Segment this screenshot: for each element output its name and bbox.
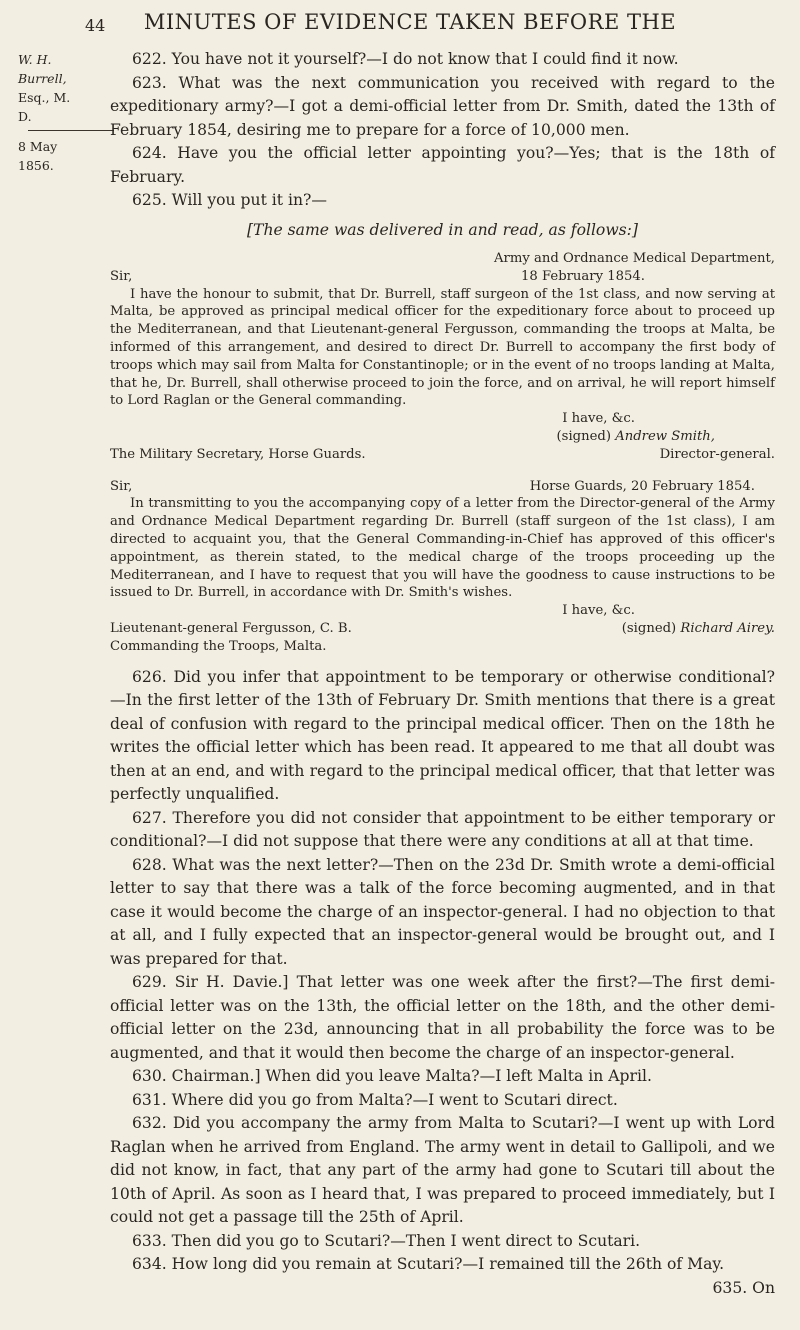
letter1-date: 18 February 1854. — [520, 268, 645, 284]
question-627: 627. Therefore you did not consider that appointment to be either temporary or conditional?—I did not suppose that there were any conditions at all at that time. — [110, 808, 775, 851]
letter1-signer: Andrew Smith, — [615, 428, 715, 444]
question-634: 634. How long did you remain at Scutari?—I remained till the 26th of May. — [132, 1255, 725, 1274]
letter2-salutation: Sir, — [110, 478, 133, 494]
letter2-signed: (signed) — [621, 620, 677, 636]
letter-horse-guards — [110, 478, 775, 656]
letter1-salutation: Sir, — [110, 268, 133, 284]
letter2-addressee-line2: Commanding the Troops, Malta. — [110, 638, 327, 654]
question-633: 633. Then did you go to Scutari?—Then I went direct to Scutari. — [132, 1231, 641, 1250]
letter2-date: Horse Guards, 20 February 1854. — [529, 478, 755, 494]
margin-witness-degree: Esq., M. D. — [18, 90, 71, 124]
catchword: 635. On — [712, 1278, 775, 1297]
question-622: 622. You have not it yourself?—I do not know that I could find it now. — [132, 50, 679, 68]
letter-director-general — [110, 250, 775, 464]
running-title: MINUTES OF EVIDENCE TAKEN BEFORE THE — [143, 10, 677, 34]
question-623: 623. What was the next communication you received with regard to the expeditionary army?—I got a demi-official letter from Dr. Smith, dated the 13th of February 1854, desiring me to prepare for a force of 10,000 men. — [110, 73, 775, 139]
question-625: 625. Will you put it in?— — [132, 191, 327, 209]
question-632: 632. Did you accompany the army from Malta to Scutari?—I went up with Lord Raglan when he arrived from England. The army went in detail to Gallipoli, and we did not know, in fact, that any part of the army had gone to Scutari till about the 10th of April. As soon as I heard that, I was prepared to proceed immediately, but I could not get a passage till the 25th of April. — [110, 1114, 775, 1227]
letter1-body: I have the honour to submit, that Dr. Burrell, staff surgeon of the 1st class, and now serving at Malta, be approved as principal medical officer for the expeditionary force about to proceed up the Mediterranean, and that Lieutenant-general Fergusson, commanding the troops at Malta, be informed of this arrangement, and desired to direct Dr. Burrell to accompany the first body of troops which may sail from Malta for Constantinople; or in the event of no troops landing at Malta, that he, Dr. Burrell, shall otherwise proceed to join the force, and on arrival, he will report himself to Lord Raglan or the General commanding. — [110, 286, 775, 409]
page-number: 44 — [85, 16, 106, 35]
margin-rule — [28, 130, 114, 131]
question-630: 630. Chairman.] When did you leave Malta?—I left Malta in April. — [132, 1067, 652, 1086]
delivered-note: [The same was delivered in and read, as follows:] — [246, 220, 639, 239]
question-626: 626. Did you infer that appointment to be temporary or otherwise conditional? —In the first letter of the 13th of February Dr. Smith mentions that there is a great deal of confusion with regard to the principal medical officer. Then on the 18th he writes the official letter which has been read. It appeared to me that all doubt was then at an end, and with regard to the principal medical officer, that that letter was perfectly unqualified. — [110, 667, 775, 804]
letter1-signed: (signed) — [556, 428, 611, 444]
running-header — [0, 6, 800, 46]
margin-note — [18, 50, 78, 175]
letter1-addressee: The Military Secretary, Horse Guards. — [110, 446, 366, 462]
letter1-department: Army and Ordnance Medical Department, — [494, 251, 775, 266]
question-629: 629. Sir H. Davie.] That letter was one week after the first?—The first demi-official letter was on the 13th, the official letter on the 18th, and the other demi-official letter on the 23d, announcing that in all probability the force was to be augmented, and that it would then become the charge of an inspector-general. — [110, 973, 775, 1062]
page-body — [110, 48, 775, 1300]
question-631: 631. Where did you go from Malta?—I went to Scutari direct. — [132, 1090, 618, 1109]
letter2-body: In transmitting to you the accompanying copy of a letter from the Director-general of the Army and Ordnance Medical Department regarding Dr. Burrell (staff surgeon of the 1st class), I am directed to acquaint you, that the General Commanding-in-Chief has approved of this officer's appointment, as therein stated, to the medical charge of the troops proceeding up the Mediterranean, and I have to request that you will have the goodness to cause instructions to be issued to Dr. Burrell, in accordance with Dr. Smith's wishes. — [110, 496, 775, 601]
letter2-signer: Richard Airey. — [680, 620, 775, 636]
question-628: 628. What was the next letter?—Then on the 23d Dr. Smith wrote a demi-official letter to say that there was a talk of the force becoming augmented, and in that case it would become the charge of an inspector-general. I had no objection to that at all, and I fully expected that an inspector-general would be brought out, and I was prepared for that. — [110, 855, 775, 968]
margin-date: 8 May 1856. — [18, 139, 58, 173]
letter1-close: I have, &c. — [562, 411, 635, 427]
margin-witness-name: W. H. Burrell, — [18, 52, 67, 86]
letter1-title: Director-general. — [659, 446, 775, 462]
question-624: 624. Have you the official letter appointing you?—Yes; that is the 18th of February. — [110, 144, 775, 186]
letter2-addressee-line1: Lieutenant-general Fergusson, C. B. — [110, 620, 352, 636]
letter2-close: I have, &c. — [562, 603, 635, 619]
